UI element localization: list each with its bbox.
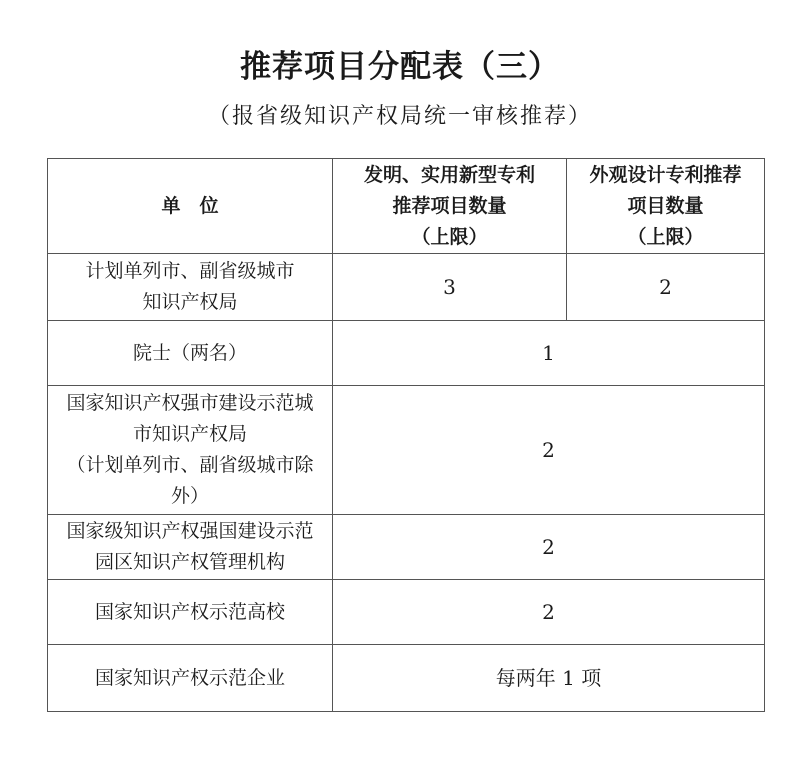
row-unit: 院士（两名） [48, 321, 333, 386]
row-unit: 国家知识产权强市建设示范城 市知识产权局 （计划单列市、副省级城市除 外） [48, 386, 333, 515]
row-unit: 国家级知识产权强国建设示范 园区知识产权管理机构 [48, 515, 333, 580]
table-row [48, 321, 765, 386]
header-unit: 单 位 [48, 159, 333, 254]
table-row [48, 254, 765, 321]
row-unit: 计划单列市、副省级城市 知识产权局 [48, 254, 333, 321]
page-subtitle: （报省级知识产权局统一审核推荐） [207, 104, 592, 129]
table-row [48, 645, 765, 712]
table-row [48, 386, 765, 515]
row-combined-value: 每两年 1 项 [333, 645, 765, 712]
allocation-table [47, 158, 765, 712]
table-header-row [48, 159, 765, 254]
row-combined-value: 2 [333, 580, 765, 645]
header-invention-count: 发明、实用新型专利 推荐项目数量 （上限） [333, 159, 567, 254]
row-combined-value: 2 [333, 515, 765, 580]
table-row [48, 580, 765, 645]
row-unit: 国家知识产权示范高校 [48, 580, 333, 645]
header-design-count: 外观设计专利推荐 项目数量 （上限） [567, 159, 765, 254]
row-unit: 国家知识产权示范企业 [48, 645, 333, 712]
row-invention-value: 3 [333, 254, 567, 321]
page-title: 推荐项目分配表（三） [240, 49, 560, 85]
table-row [48, 515, 765, 580]
row-combined-value: 2 [333, 386, 765, 515]
row-combined-value: 1 [333, 321, 765, 386]
row-design-value: 2 [567, 254, 765, 321]
